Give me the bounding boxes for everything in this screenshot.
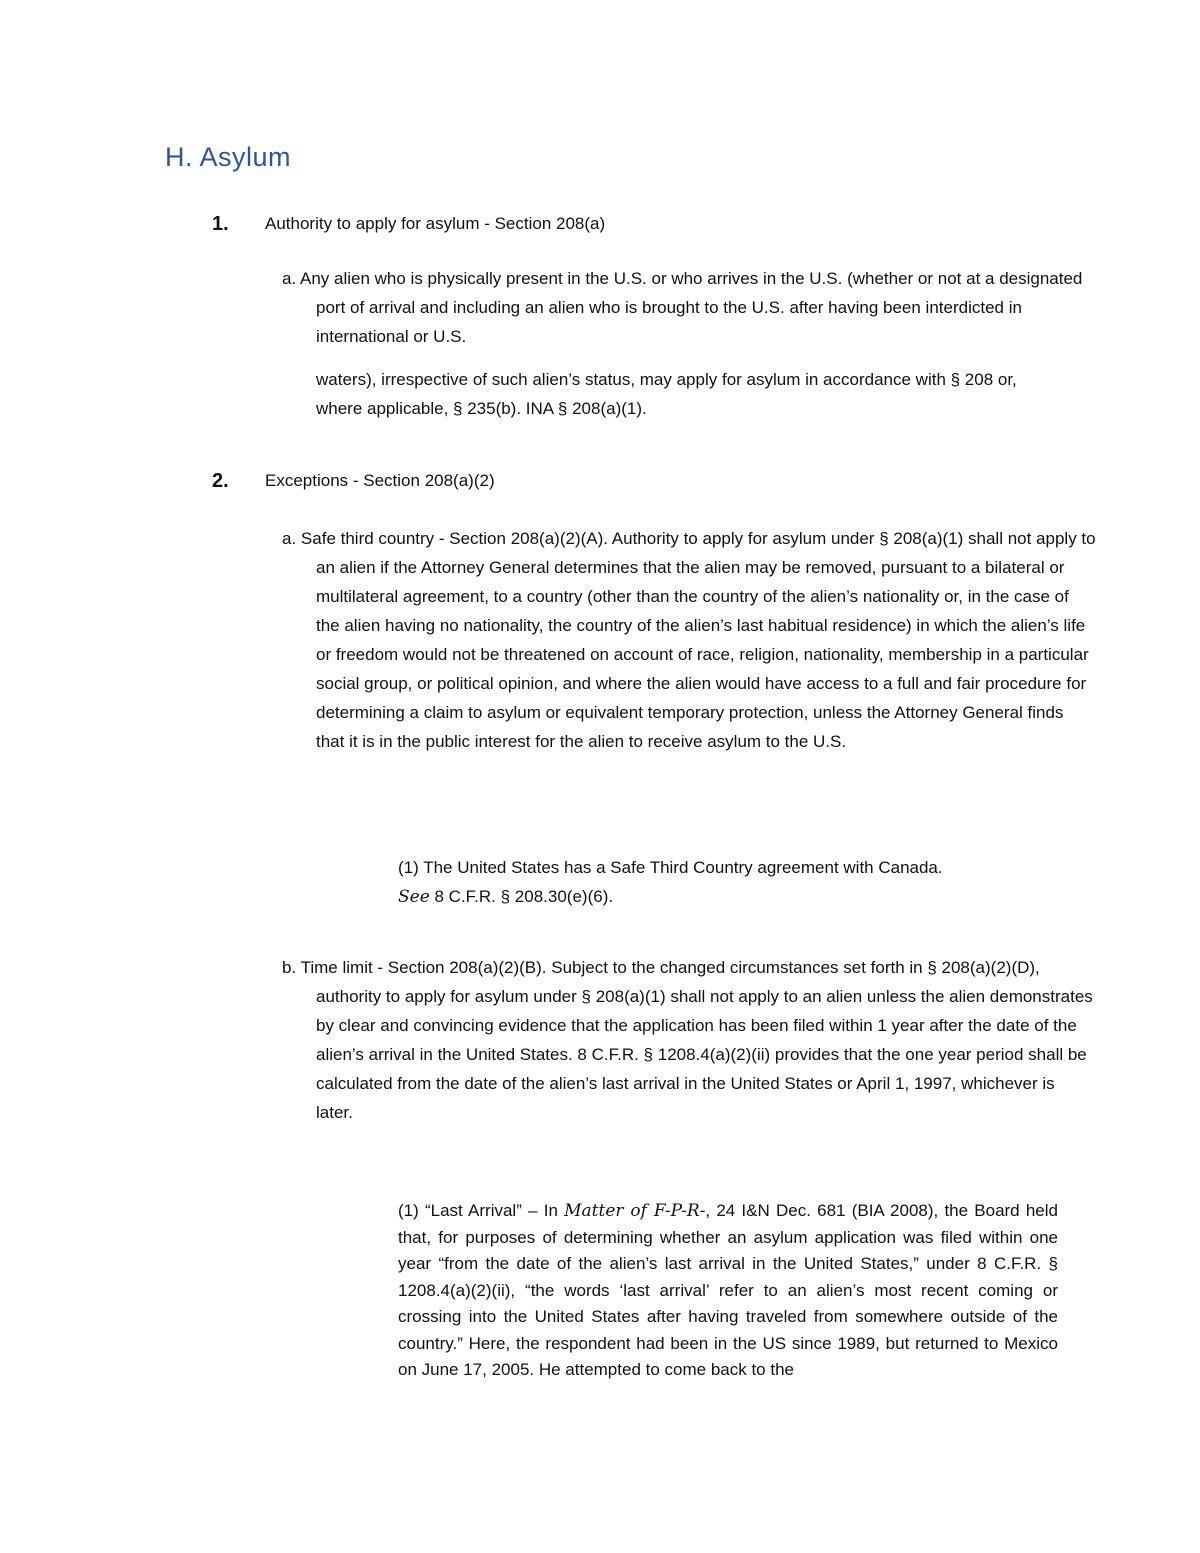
item-label-2b: b. — [282, 958, 297, 977]
case-name: Matter of F-P-R- — [564, 1201, 706, 1221]
item-label-1a: a. — [282, 269, 297, 288]
paragraph-1a-continued: waters), irrespective of such alien’s status, may apply for asylum in accordance with § 208 or, where applicable, § 235(b). INA § 208(a)(1). — [316, 370, 1017, 418]
section-heading: H. Asylum — [165, 142, 292, 172]
paragraph-2a-text: Safe third country - Section 208(a)(2)(A). Authority to apply for asylum under § 208(a)(1) shall not apply to an alien if the Attorney General determines that the alien may be removed, pursuant to a bilateral or multilateral agreement, to a country (other than the country of the alien’s nationality or, in the case of the alien having no nationality, the country of the alien’s last habitual residence) in which the alien’s life or freedom would not be threatened on account of race, religion, nationality, membership in a particular social group, or political opinion, and where the alien would have access to a full and fair procedure for determining a claim to asylum or equivalent temporary protection, unless the Attorney General finds that it is in the public interest for the alien to receive asylum to the U.S. — [300, 529, 1096, 751]
subparagraph-2b-1-prefix: (1) “Last Arrival” – In — [398, 1201, 565, 1220]
item-label-2a: a. — [282, 529, 297, 548]
section-number-2: 2. — [212, 470, 229, 492]
subparagraph-2a-1-line1: (1) The United States has a Safe Third Country agreement with Canada. — [398, 858, 943, 877]
subparagraph-2a-1-citation: 8 C.F.R. § 208.30(e)(6). — [429, 887, 614, 906]
paragraph-2a — [282, 524, 1096, 756]
section-title-2: Exceptions - Section 208(a)(2) — [265, 471, 495, 490]
subparagraph-2a-1 — [398, 853, 1058, 912]
see-signal: See — [398, 887, 430, 907]
section-number-1: 1. — [212, 213, 229, 235]
paragraph-1a-text: Any alien who is physically present in the U.S. or who arrives in the U.S. (whether or not at a designated port of arrival and including an alien who is brought to the U.S. after having been interdicted in international or U.S. — [299, 269, 1083, 346]
subparagraph-2b-1 — [398, 1198, 1058, 1384]
paragraph-2b-text: Time limit - Section 208(a)(2)(B). Subject to the changed circumstances set forth in § 208(a)(2)(D), authority to apply for asylum under § 208(a)(1) shall not apply to an alien unless the alien demonstrates by clear and convincing evidence that the application has been filed within 1 year after the date of the alien’s arrival in the United States. 8 C.F.R. § 1208.4(a)(2)(ii) provides that the one year period shall be calculated from the date of the alien’s last arrival in the United States or April 1, 1997, whichever is later. — [300, 958, 1093, 1122]
section-title-1: Authority to apply for asylum - Section 208(a) — [265, 214, 606, 233]
paragraph-1a — [282, 264, 1096, 351]
paragraph-2b — [282, 953, 1096, 1127]
subparagraph-2b-1-text: , 24 I&N Dec. 681 (BIA 2008), the Board held that, for purposes of determining whether an asylum application was filed within one year “from the date of the alien’s last arrival in the United States,” under 8 C.F.R. § 1208.4(a)(2)(ii), “the words ‘last arrival’ refer to an alien’s most recent coming or crossing into the United States after having traveled from somewhere outside of the country.” Here, the respondent had been in the US since 1989, but returned to Mexico on June 17, 2005. He attempted to come back to the — [398, 1201, 1058, 1379]
